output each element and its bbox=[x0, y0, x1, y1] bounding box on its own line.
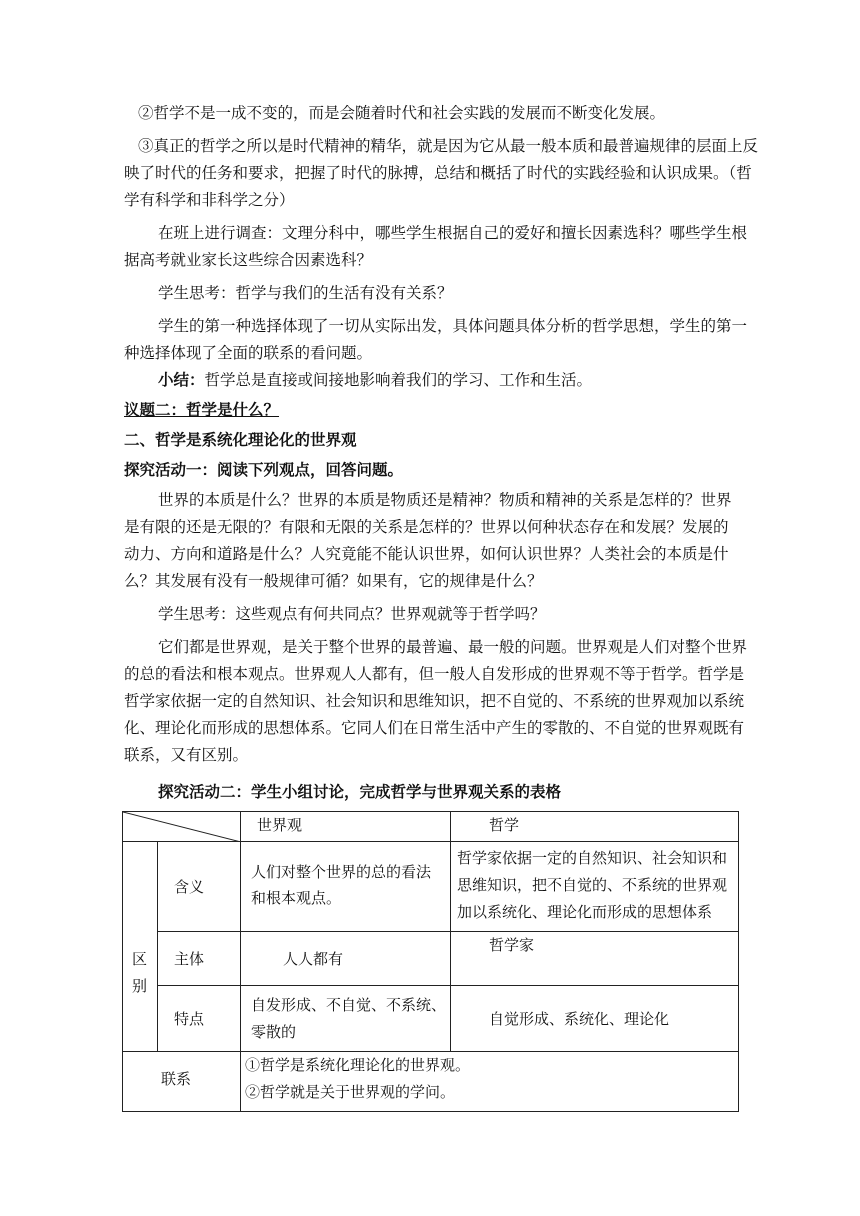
summary-line bbox=[158, 370, 592, 390]
diagonal-line bbox=[123, 812, 241, 842]
relation-content-cell: ①哲学是系统化理论化的世界观。 ②哲学就是关于世界观的学问。 bbox=[241, 1052, 739, 1112]
group-label-cell: 区 别 bbox=[123, 842, 158, 1052]
paragraph-line: 动力、方向和道路是什么？人究竟能不能认识世界，如何认识世界？人类社会的本质是什 bbox=[124, 545, 729, 563]
row-label: 含义 bbox=[158, 842, 241, 932]
paragraph-line: 世界的本质是什么？世界的本质是物质还是精神？物质和精神的关系是怎样的？世界 bbox=[158, 491, 732, 509]
paragraph-line: 联系，又有区别。 bbox=[124, 746, 249, 764]
paragraph-line: 的总的看法和根本观点。世界观人人都有，但一般人自发形成的世界观不等于哲学。哲学是 bbox=[124, 665, 745, 683]
philosophy-cell: 哲学家依据一定的自然知识、社会知识和 思维知识，把不自觉的、不系统的世界观 加以系统化、理论化而形成的思想体系 bbox=[451, 842, 739, 932]
paragraph-line: 是有限的还是无限的？有限和无限的关系是怎样的？世界以何种状态存在和发展？发展的 bbox=[124, 518, 729, 536]
paragraph-line: 学生思考：这些观点有何共同点？世界观就等于哲学吗？ bbox=[158, 605, 546, 623]
paragraph-line: 它们都是世界观，是关于整个世界的最普遍、最一般的问题。世界观是人们对整个世界 bbox=[158, 638, 748, 656]
table-row bbox=[123, 986, 739, 1052]
worldview-cell: 自发形成、不自觉、不系统、 零散的 bbox=[241, 986, 451, 1052]
activity-heading: 探究活动一：阅读下列观点，回答问题。 bbox=[124, 460, 404, 479]
paragraph-line: 么？其发展有没有一般规律可循？如果有，它的规律是什么？ bbox=[124, 572, 543, 590]
summary-text: 哲学总是直接或间接地影响着我们的学习、工作和生活。 bbox=[204, 371, 593, 389]
table-row bbox=[123, 842, 739, 932]
topic-heading: 议题二：哲学是什么？ bbox=[124, 400, 280, 419]
relation-label-cell: 联系 bbox=[123, 1052, 241, 1112]
worldview-cell: 人人都有 bbox=[241, 932, 451, 986]
philosophy-cell: 自觉形成、系统化、理论化 bbox=[451, 986, 739, 1052]
summary-label: 小结： bbox=[158, 370, 205, 389]
paragraph-line: 映了时代的任务和要求，把握了时代的脉搏，总结和概括了时代的实践经验和认识成果。（哲 bbox=[124, 164, 752, 182]
table-row bbox=[123, 932, 739, 986]
row-label: 特点 bbox=[158, 986, 241, 1052]
paragraph-line: 哲学家依据一定的自然知识、社会知识和思维知识，把不自觉的、不系统的世界观加以系统 bbox=[124, 692, 745, 710]
table-header-row bbox=[123, 812, 739, 842]
paragraph-line: 据高考就业家长这些综合因素选科？ bbox=[124, 251, 373, 269]
comparison-table bbox=[122, 811, 739, 1112]
paragraph-line: 学生的第一种选择体现了一切从实际出发，具体问题具体分析的哲学思想，学生的第一 bbox=[158, 317, 748, 335]
paragraph-line: 化、理论化而形成的思想体系。它同人们在日常生活中产生的零散的、不自觉的世界观既有 bbox=[124, 719, 745, 737]
row-label: 主体 bbox=[158, 932, 241, 986]
header-worldview: 世界观 bbox=[241, 812, 451, 842]
paragraph-line: ②哲学不是一成不变的，而是会随着时代和社会实践的发展而不断变化发展。 bbox=[138, 104, 666, 122]
paragraph-line: 种选择体现了全面的联系的看问题。 bbox=[124, 344, 373, 362]
paragraph-line: 在班上进行调查：文理分科中，哪些学生根据自己的爱好和擅长因素选科？哪些学生根 bbox=[158, 224, 748, 242]
section-heading: 二、哲学是系统化理论化的世界观 bbox=[124, 430, 357, 449]
paragraph-line: 学生思考：哲学与我们的生活有没有关系？ bbox=[158, 284, 453, 302]
header-philosophy: 哲学 bbox=[451, 812, 739, 842]
paragraph-line: 学有科学和非科学之分） bbox=[124, 191, 295, 209]
paragraph-line: ③真正的哲学之所以是时代精神的精华，就是因为它从最一般本质和最普遍规律的层面上反 bbox=[138, 137, 759, 155]
diagonal-header-cell bbox=[123, 812, 241, 842]
table-row bbox=[123, 1052, 739, 1112]
philosophy-cell: 哲学家 bbox=[451, 932, 739, 986]
activity-heading: 探究活动二：学生小组讨论，完成哲学与世界观关系的表格 bbox=[158, 782, 562, 801]
worldview-cell: 人们对整个世界的总的看法 和根本观点。 bbox=[241, 842, 451, 932]
